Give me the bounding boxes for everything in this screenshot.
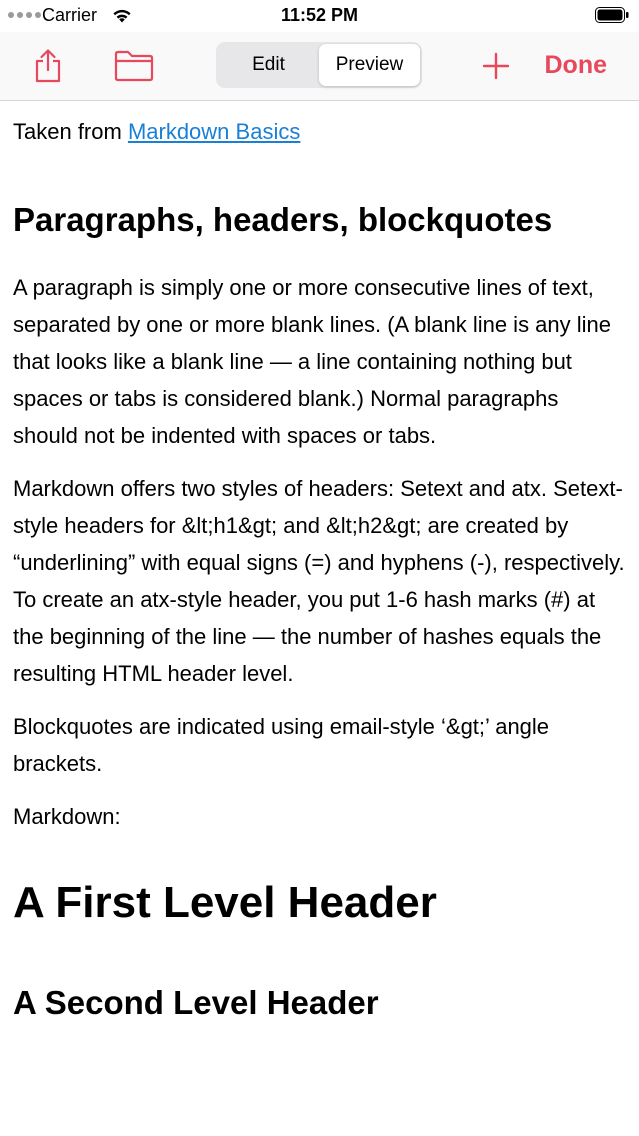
paragraph-4: Markdown:: [13, 804, 121, 829]
intro-prefix: Taken from: [13, 119, 128, 144]
paragraph-3: Blockquotes are indicated using email-style ‘&gt;’ angle brackets.: [13, 714, 550, 776]
carrier-label: Carrier: [42, 5, 98, 25]
second-level-header-example: A Second Level Header: [13, 984, 379, 1021]
section-heading: Paragraphs, headers, blockquotes: [13, 201, 553, 238]
markdown-basics-link[interactable]: Markdown Basics: [127, 119, 301, 144]
plus-icon[interactable]: [476, 46, 516, 86]
folder-icon[interactable]: [114, 46, 154, 86]
tab-preview[interactable]: Preview: [319, 44, 420, 86]
status-bar: [0, 0, 639, 32]
markdown-preview: [13, 101, 627, 1023]
toolbar: [0, 32, 639, 101]
intro-line: [13, 113, 627, 150]
done-button[interactable]: Done: [544, 51, 607, 79]
battery-icon: [595, 7, 629, 23]
first-level-header-example: A First Level Header: [13, 878, 437, 927]
paragraph-2: Markdown offers two styles of headers: Setext and atx. Setext-style headers for &lt;h1&gt; and &lt;h2&gt; are created by “underlining” with equal signs (=) and hyphens (-), respectively. To create an atx-style header, you put 1-6 hash marks (#) at the beginning of the line — the number of hashes equals the resulting HTML header level.: [13, 476, 625, 686]
clock: 11:52 PM: [280, 5, 359, 25]
paragraph-1: A paragraph is simply one or more consecutive lines of text, separated by one or more blank lines. (A blank line is any line that looks like a blank line — a line containing nothing but spaces or tabs is considered blank.) Normal paragraphs should not be indented with spaces or tabs.: [13, 275, 612, 448]
share-icon[interactable]: [28, 46, 68, 86]
edit-preview-segmented-control: [216, 42, 422, 88]
tab-edit[interactable]: Edit: [252, 54, 285, 75]
